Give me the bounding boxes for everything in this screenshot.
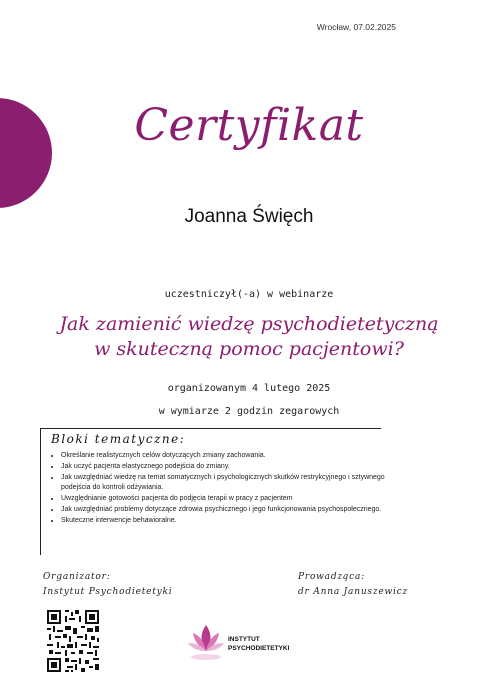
- list-item: • Jak uwzględniać problemy dotyczące zdrowia psychicznego i jego funkcjonowania psychospołecznego.: [61, 505, 386, 515]
- organizer-name: Instytut Psychodietetyki: [43, 587, 173, 597]
- certificate-title: Certyfikat: [134, 100, 364, 151]
- topic-list: [51, 451, 386, 527]
- institute-logo: [187, 621, 307, 665]
- duration-text: w wymiarze 2 godzin zegarowych: [158, 406, 340, 417]
- webinar-title: [0, 312, 498, 362]
- place-date: Wrocław, 07.02.2025: [316, 22, 396, 32]
- list-item: • Skuteczne interwencje behawioralne.: [61, 516, 386, 526]
- list-item: • Jak uczyć pacjenta elastycznego podejścia do zmiany.: [61, 462, 386, 472]
- topic-blocks: [40, 428, 385, 555]
- logo-text-line-2: PSYCHODIETETYKI: [228, 645, 290, 652]
- topic-blocks-title: Bloki tematyczne:: [51, 432, 186, 446]
- organizer-label: Organizator:: [43, 572, 111, 582]
- lotus-icon: [187, 621, 225, 665]
- recipient-name: Joanna Święch: [184, 206, 314, 227]
- list-item: • Jak uwzględniać wiedzę na temat somatycznych i psychologicznych skutków restrykcyjnego i sztywnego podejścia do kontroli odżywiania.: [61, 473, 386, 493]
- list-item: • Określanie realistycznych celów dotyczących zmiany zachowania.: [61, 451, 386, 461]
- qr-code: [45, 608, 101, 674]
- participation-text: uczestniczył(-a) w webinarze: [164, 289, 334, 300]
- logo-text-line-1: INSTYTUT: [228, 636, 260, 643]
- list-item: • Uwzględnianie gotowości pacjenta do podjęcia terapii w pracy z pacjentem: [61, 494, 386, 504]
- logo-text: [228, 635, 289, 653]
- lead-name: dr Anna Januszewicz: [298, 587, 409, 597]
- organized-date: organizowanym 4 lutego 2025: [167, 383, 331, 394]
- webinar-title-line-2: w skuteczną pomoc pacjentowi?: [94, 338, 404, 360]
- webinar-title-line-1: Jak zamienić wiedzę psychodietetyczną: [59, 313, 439, 335]
- lead-label: Prowadząca:: [298, 572, 365, 582]
